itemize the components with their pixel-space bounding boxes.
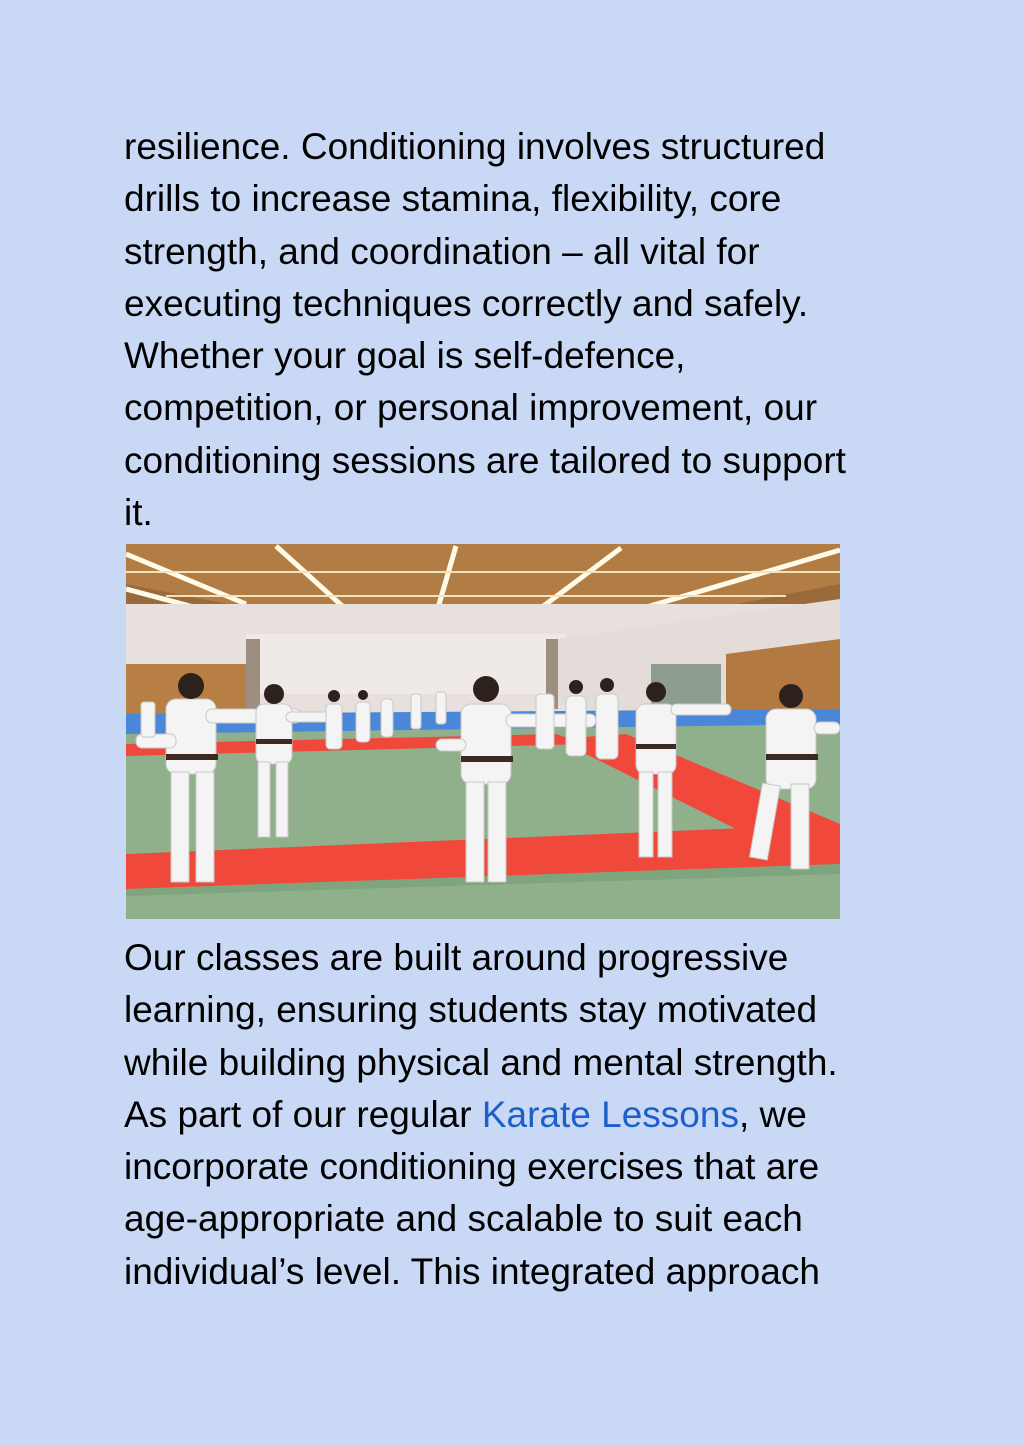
paragraph-conditioning: [124, 121, 924, 539]
paragraph-classes: [124, 932, 924, 1298]
text-line: individual’s level. This integrated approach: [124, 1250, 820, 1292]
text-line: Our classes are built around progressive: [124, 937, 789, 978]
text-line: conditioning sessions are tailored to support: [124, 439, 846, 481]
text-line: drills to increase stamina, flexibility, core: [124, 178, 782, 220]
text-line: while building physical and mental strength.: [124, 1041, 838, 1083]
text-segment: As part of our regular: [124, 1093, 482, 1135]
text-line: competition, or personal improvement, our: [124, 387, 818, 429]
text-line: incorporate conditioning exercises that are: [124, 1146, 820, 1188]
karate-class-photo: [126, 544, 840, 919]
text-line: Whether your goal is self-defence,: [124, 335, 686, 377]
text-line: resilience. Conditioning involves structured: [124, 126, 826, 167]
text-line: learning, ensuring students stay motivated: [124, 989, 818, 1031]
text-line: age-appropriate and scalable to suit each: [124, 1198, 803, 1240]
text-line: executing techniques correctly and safely.: [124, 282, 809, 324]
text-line: [124, 1089, 924, 1141]
text-line: it.: [124, 492, 153, 534]
text-segment: , we: [738, 1093, 807, 1135]
text-line: strength, and coordination – all vital for: [124, 230, 760, 272]
karate-lessons-link[interactable]: Karate Lessons: [481, 1093, 739, 1135]
